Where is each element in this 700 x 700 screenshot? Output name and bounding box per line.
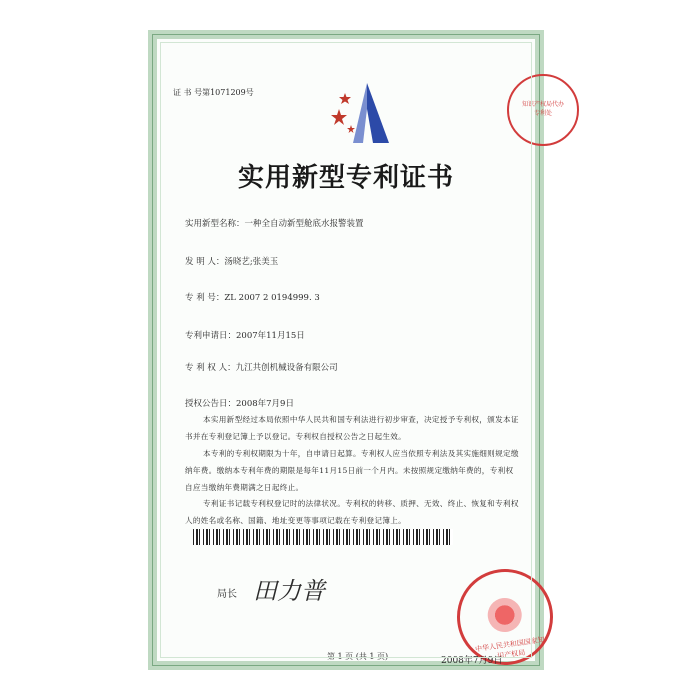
name-value: 一种全自动新型舱底水报警装置 xyxy=(244,219,364,229)
barcode xyxy=(193,529,453,545)
patent-number-row xyxy=(185,291,320,303)
filing-date-value: 2007年11月15日 xyxy=(236,331,305,341)
agency-seal-text: 知识产权局代办专利处 xyxy=(521,101,564,117)
patent-number-label: 专 利 号： xyxy=(185,293,225,303)
director-signature: 田力普 xyxy=(253,577,325,605)
name-label: 实用新型名称： xyxy=(185,219,245,229)
page-footer: 第 1 页 (共 1 页) xyxy=(327,652,389,661)
grant-date-label: 授权公告日： xyxy=(185,399,237,409)
grant-date-row xyxy=(185,397,294,409)
grant-date-value: 2008年7月9日 xyxy=(236,399,294,409)
inventor-label: 发 明 人： xyxy=(185,257,225,267)
patentee-row xyxy=(185,361,338,373)
paragraph-1: 本实用新型经过本局依照中华人民共和国专利法进行初步审查，决定授予专利权，颁发本证书并在专利登记簿上予以登记。专利权自授权公告之日起生效。 xyxy=(185,415,519,441)
patentee-value: 九江共创机械设备有限公司 xyxy=(235,363,338,373)
paragraph-3: 专利证书记载专利权登记时的法律状况。专利权的转移、质押、无效、终止、恢复和专利权人的姓名或名称、国籍、地址变更等事项记载在专利登记簿上。 xyxy=(185,499,519,525)
patent-certificate xyxy=(148,30,564,670)
paragraph-2: 本专利的专利权期限为十年，自申请日起算。专利权人应当依照专利法及其实施细则规定缴纳年费。缴纳本专利年费的期限是每年11月15日前一个月内。未按照规定缴纳年费的，专利权自应当缴纳年费期满之日起终止。 xyxy=(185,449,519,492)
certificate-title: 实用新型专利证书 xyxy=(237,163,454,193)
name-row xyxy=(185,217,364,229)
patentee-label: 专 利 权 人： xyxy=(185,363,236,373)
national-emblem-icon xyxy=(486,596,524,634)
filing-date-label: 专利申请日： xyxy=(185,331,237,341)
certificate-number: 证 书 号第1071209号 xyxy=(173,88,254,97)
inventor-row xyxy=(185,255,278,267)
agency-seal xyxy=(507,74,579,146)
seal-date: 2008年7月9日 xyxy=(441,656,503,666)
seal-text: 中华人民共和国国家知识产权局 xyxy=(474,635,546,661)
patent-number-value: ZL 2007 2 0194999. 3 xyxy=(224,293,320,303)
director-label: 局长 xyxy=(217,589,237,600)
filing-date-row xyxy=(185,329,305,341)
inventor-value: 汤晓艺;张美玉 xyxy=(224,257,279,267)
sipo-logo-icon xyxy=(329,79,399,149)
